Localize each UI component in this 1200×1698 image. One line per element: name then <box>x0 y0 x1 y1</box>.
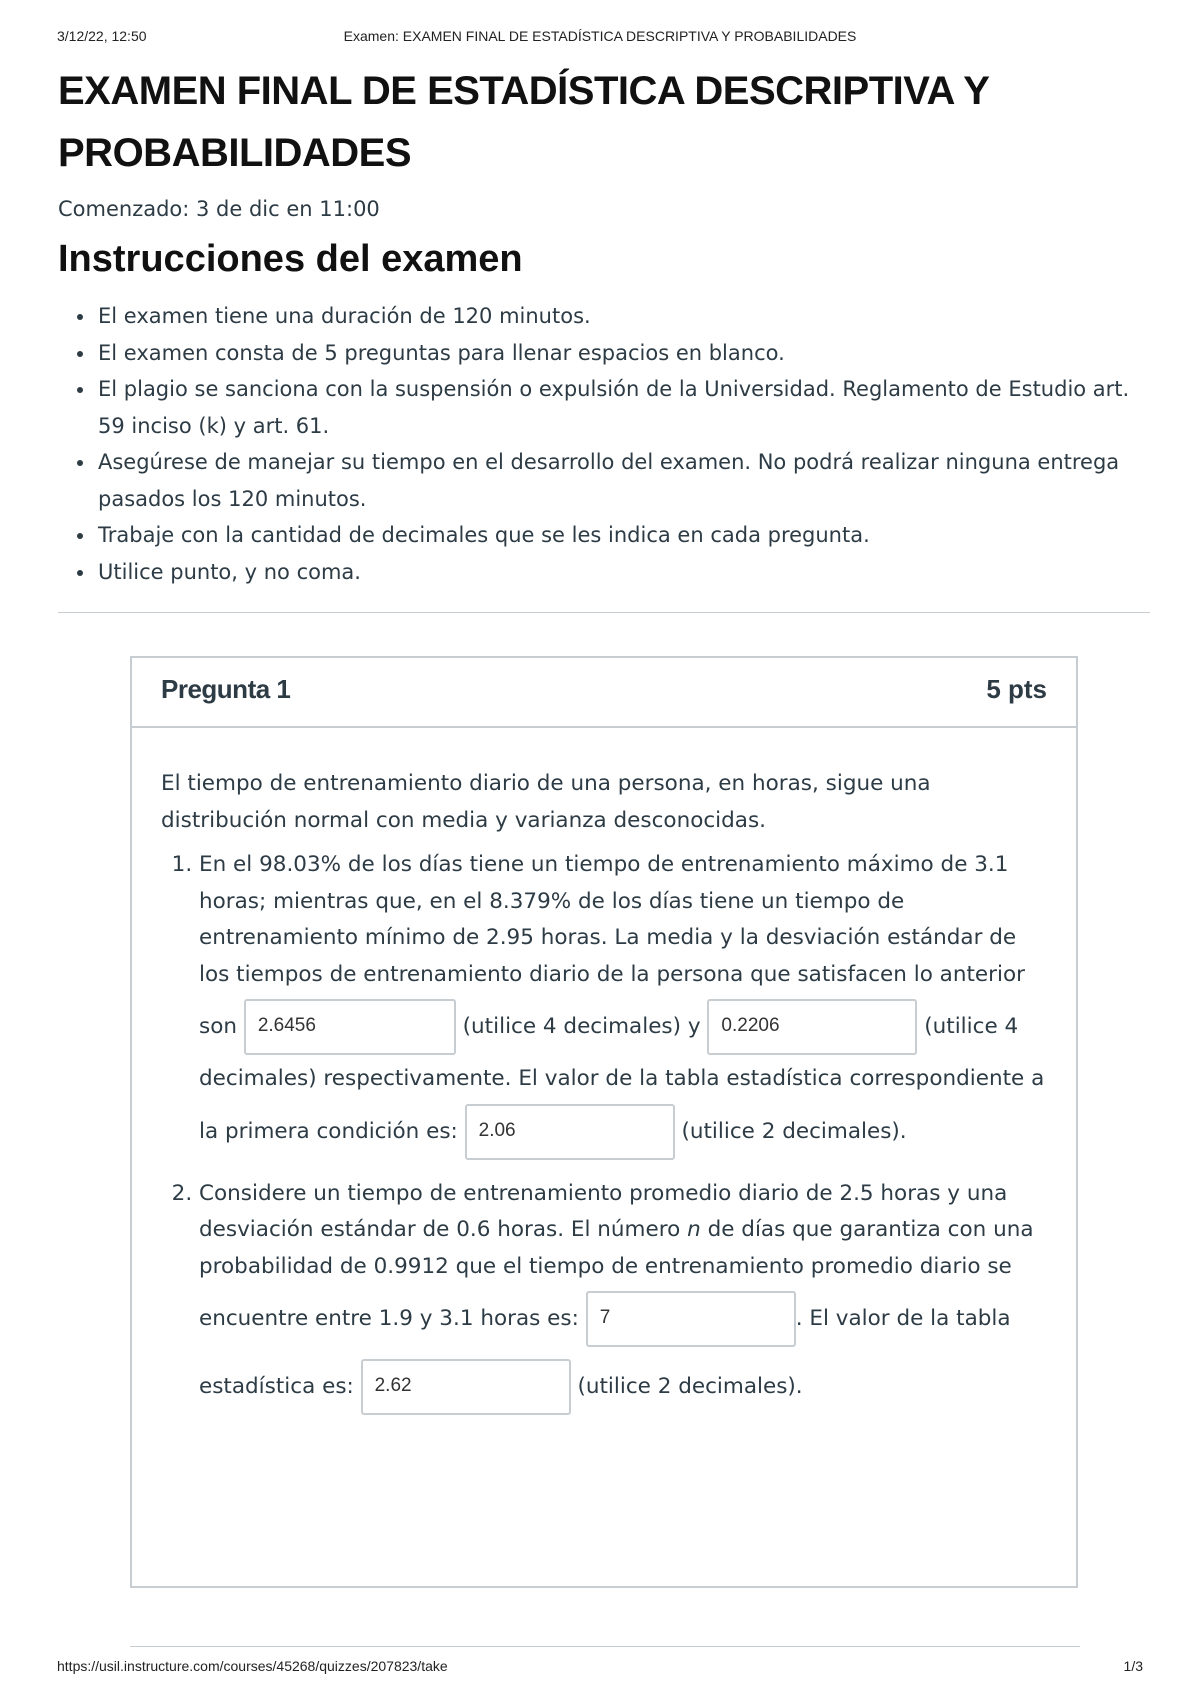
question-intro: El tiempo de entrenamiento diario de una persona, en horas, sigue una distribución normal con media y varianza desconocidas. <box>161 771 931 833</box>
footer-divider <box>130 1646 1080 1647</box>
instructions-list <box>58 298 1150 590</box>
item1-text-b: (utilice 4 decimales) y <box>462 1014 701 1039</box>
question-card <box>130 656 1078 1588</box>
answer-blank-table-value[interactable]: 2.06 <box>465 1104 675 1160</box>
question-item-2 <box>199 1176 1047 1422</box>
instruction-item: • El plagio se sanciona con la suspensión o expulsión de la Universidad. Reglamento de Estudio art. 59 inciso (k) y art. 61. <box>96 371 1150 444</box>
answer-blank-mean[interactable]: 2.6456 <box>244 999 456 1055</box>
instruction-item: • Trabaje con la cantidad de decimales que se les indica en cada pregunta. <box>96 517 1150 554</box>
question-body <box>132 728 1076 1421</box>
instruction-item: • Asegúrese de manejar su tiempo en el desarrollo del examen. No podrá realizar ninguna entrega pasados los 120 minutos. <box>96 444 1150 517</box>
question-name: Pregunta 1 <box>161 674 291 704</box>
item2-n-variable: n <box>687 1217 701 1242</box>
question-items <box>161 847 1047 1421</box>
item2-text-c: . El valor de la tabla estadística es: <box>199 1306 1011 1399</box>
item1-text-d: (utilice 2 decimales). <box>681 1118 907 1144</box>
item1-text-a: En el 98.03% de los días tiene un tiempo de entrenamiento máximo de 3.1 horas; mientras que, en el 8.379% de los días tiene un tiempo de entrenamiento mínimo de 2.95 horas. La media y la desviación estándar de los tiempos de entrenamiento diario de la persona que satisfacen lo anterior son <box>199 852 1025 1039</box>
instruction-item: • El examen consta de 5 preguntas para llenar espacios en blanco. <box>96 335 1150 372</box>
answer-blank-days[interactable]: 7 <box>586 1291 796 1347</box>
instruction-item: • Utilice punto, y no coma. <box>96 554 1150 591</box>
item1-text-c: (utilice 4 decimales) respectivamente. El valor de la tabla estadística correspondiente a la primera condición es: <box>199 1014 1045 1144</box>
started-time: Comenzado: 3 de dic en 11:00 <box>58 197 380 221</box>
print-doc-title: Examen: EXAMEN FINAL DE ESTADÍSTICA DESCRIPTIVA Y PROBABILIDADES <box>343 28 857 44</box>
print-url: https://usil.instructure.com/courses/45268/quizzes/207823/take <box>57 1658 448 1674</box>
print-page-number: 1/3 <box>1123 1658 1143 1674</box>
answer-blank-stddev[interactable]: 0.2206 <box>707 999 917 1055</box>
item2-text-b: de días que garantiza con una probabilidad de 0.9912 que el tiempo de entrenamiento promedio diario se encuentre entre 1.9 y 3.1 horas es: <box>199 1217 1034 1331</box>
answer-blank-table-value-2[interactable]: 2.62 <box>361 1359 571 1415</box>
section-divider <box>58 612 1150 613</box>
instruction-item: • El examen tiene una duración de 120 minutos. <box>96 298 1150 335</box>
item2-text-a: Considere un tiempo de entrenamiento promedio diario de 2.5 horas y una desviación estándar de 0.6 horas. El número <box>199 1180 1008 1242</box>
print-header <box>57 28 1143 48</box>
question-item-1 <box>199 847 1047 1166</box>
page-title: EXAMEN FINAL DE ESTADÍSTICA DESCRIPTIVA Y PROBABILIDADES <box>58 69 989 175</box>
print-footer <box>57 1658 1143 1678</box>
print-date: 3/12/22, 12:50 <box>57 28 147 44</box>
question-header <box>132 658 1076 728</box>
instructions-title: Instrucciones del examen <box>58 238 523 280</box>
quiz-content <box>58 60 1150 590</box>
item2-text-d: (utilice 2 decimales). <box>577 1374 803 1399</box>
question-points: 5 pts <box>986 674 1047 704</box>
